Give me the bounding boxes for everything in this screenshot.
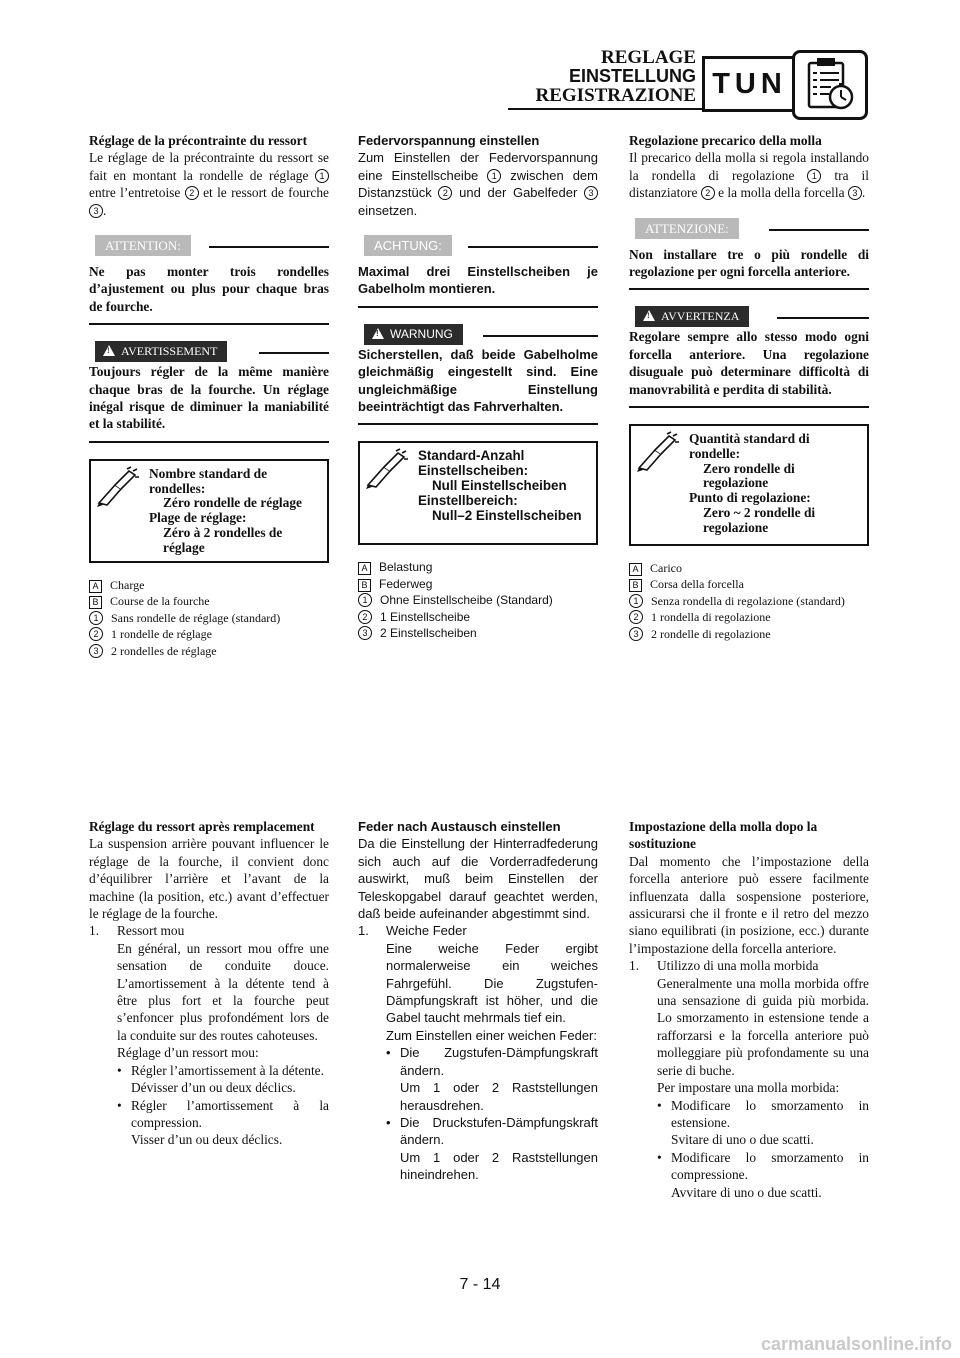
french-lower-section — [89, 818, 329, 1149]
bullet-item — [358, 1044, 598, 1114]
bullet-item — [358, 1114, 598, 1184]
french-warning-text: Toujours régler de la même manière chaque bras de la fourche. Un réglage inégal risque de diminuer la maniabilité et la stabilité. — [89, 364, 329, 432]
italian-warning-text: Regolare sempre allo stesso modo ogni forcella anteriore. Una regolazione disuguale può determinare difficoltà di manovrabilità e perdita di stabilità. — [629, 329, 869, 397]
marker-1: 1 — [629, 594, 643, 608]
spec-line: Zéro rondelle de réglage — [163, 495, 302, 511]
italian-attention — [629, 216, 869, 240]
legend-text: 1 rondella di regolazione — [651, 610, 771, 625]
french-column — [89, 132, 329, 659]
list-number: 1. — [629, 958, 640, 974]
bullet: • — [386, 1114, 391, 1130]
bullet-text — [400, 1114, 598, 1184]
rule — [358, 423, 598, 425]
legend-text: Charge — [110, 577, 145, 592]
german-item-how: Zum Einstellen einer weichen Feder: — [386, 1027, 597, 1043]
german-attention-text: Maximal drei Einstellscheiben je Gabelholm montieren. — [358, 264, 598, 297]
italian-intro-b: tra il distanziatore — [629, 167, 869, 201]
watermark: carmanualsonline.info — [760, 1334, 952, 1354]
rule — [89, 441, 329, 443]
italian-legend — [629, 560, 869, 642]
legend-text: Course de la fourche — [110, 594, 210, 609]
german-lower-intro: Da die Einstellung der Hinterradfederung sich auch auf die Vorderradfederung auswirkt, muß beim Einstellen der Teleskopgabel darauf geachtet werden, daß beide aufeinander abgestimmt sind. — [358, 836, 598, 922]
legend-text: Federweg — [379, 576, 433, 591]
italian-item-how: Per impostare una molla morbida: — [657, 1080, 840, 1096]
legend-text: Corsa della forcella — [650, 577, 744, 592]
french-intro-a: Le réglage de la précontrainte du ressort se fait en montant la rondelle de réglage — [89, 150, 329, 183]
rule — [89, 323, 329, 325]
list-number: 1. — [358, 923, 369, 939]
legend-item — [358, 559, 598, 575]
bullet-item — [629, 1097, 869, 1149]
marker-1: 1 — [89, 611, 103, 625]
bullet-main: Die Zugstufen-Dämpfungskraft ändern. — [400, 1045, 598, 1078]
marker-a: A — [89, 580, 102, 593]
title-italian: REGISTRAZIONE — [535, 85, 696, 106]
spec-line: Null Einstellscheiben — [432, 478, 567, 494]
pen-hand-icon — [95, 465, 143, 509]
german-warning-text: Sicherstellen, daß beide Gabelholme gleichmäßig eingestellt sind. Eine ungleichmäßige Einstellung beeinträchtigt das Fahrverhalten. — [358, 346, 598, 415]
warning-triangle-icon — [103, 345, 115, 356]
rule — [629, 406, 869, 408]
french-attention-text: Ne pas monter trois rondelles d’ajustement ou plus pour chaque bras de fourche. — [89, 264, 329, 314]
french-spec-box — [89, 459, 329, 563]
marker-3: 3 — [358, 626, 372, 640]
german-spec-box — [358, 441, 598, 545]
spec-line: Zero rondelle di regolazione — [703, 460, 795, 491]
spec-line: Einstellbereich: — [418, 492, 518, 508]
marker-3: 3 — [629, 627, 643, 641]
legend-item — [629, 576, 869, 592]
page-number: 7 - 14 — [459, 1276, 501, 1293]
legend-text: Senza rondella di regolazione (standard) — [651, 593, 845, 608]
legend-item — [89, 626, 329, 642]
marker-2: 2 — [358, 610, 372, 624]
marker-a: A — [358, 562, 371, 575]
legend-text: 1 rondelle de réglage — [111, 627, 212, 642]
bullet-text — [400, 1044, 598, 1114]
italian-intro-a: Il precarico della molla si regola installando la rondella di regolazione — [629, 150, 869, 183]
legend-item — [629, 626, 869, 642]
attention-label: ATTENTION: — [95, 235, 191, 256]
bullet: • — [117, 1097, 122, 1113]
marker-2: 2 — [701, 186, 715, 200]
italian-item-text: Generalmente una molla morbida offre una sensazione di guida più morbida. Lo smorzamento in estensione tende a rafforzarsi e la forcella anteriore può molleggiare più profondamente su una serie di buche. — [657, 975, 869, 1078]
header-titles — [536, 48, 697, 105]
list-title: Ressort mou — [117, 923, 185, 939]
warning-label: AVVERTENZA — [661, 309, 740, 324]
rule — [629, 288, 869, 290]
marker-3: 3 — [89, 204, 103, 218]
german-intro — [358, 149, 598, 219]
bullet-main: Die Druckstufen-Dämpfungskraft ändern. — [400, 1114, 598, 1148]
legend-text: 2 rondelles de réglage — [111, 643, 217, 658]
rule — [358, 306, 598, 308]
bullet-item — [89, 1062, 329, 1097]
italian-warning — [629, 304, 869, 328]
marker-b: B — [358, 579, 371, 592]
german-attention — [358, 233, 598, 257]
german-intro-c: und der Gabelfeder — [459, 185, 578, 201]
list-item — [89, 922, 329, 939]
bullet-sub: Dévisser d’un ou deux déclics. — [131, 1080, 296, 1096]
legend-item — [629, 560, 869, 576]
legend-text: 2 Einstellscheiben — [380, 626, 477, 641]
notice-rule — [468, 246, 598, 248]
german-heading: Federvorspannung einstellen — [358, 133, 540, 148]
italian-heading: Regolazione precarico della molla — [629, 133, 822, 148]
bullet-text — [131, 1097, 329, 1149]
italian-lower-intro: Dal momento che l’impostazione della forcella anteriore può essere facilmente influenzata dalla sospensione posteriore, assicurarsi che il fronte e il retro del mezzo siano equilibrati (in posizione, ecc.) durante l’impostazione della forcella anteriore. — [629, 853, 869, 956]
german-lower-heading: Feder nach Austausch einstellen — [358, 819, 561, 834]
french-intro-d: . — [103, 202, 107, 218]
list-number: 1. — [89, 923, 100, 939]
german-intro-d: einsetzen. — [358, 202, 418, 218]
attention-label: ATTENZIONE: — [635, 218, 739, 239]
warning-label: AVERTISSEMENT — [121, 344, 218, 359]
notice-rule — [259, 352, 329, 354]
bullet-text — [671, 1149, 869, 1201]
bullet: • — [117, 1062, 122, 1078]
spec-line: Nombre standard de rondelles: — [149, 465, 268, 496]
marker-1: 1 — [315, 169, 329, 183]
bullet-sub: Svitare di uno o due scatti. — [671, 1132, 814, 1148]
german-intro-a: Zum Einstellen der Federvorspannung eine Einstellscheibe — [358, 150, 598, 183]
french-item-text: En général, un ressort mou offre une sensation de conduite douce. L’amortissement à la détente tend à être plus fort et la fourche peut s’enfoncer plus profondément lors de la conduite sur des routes cahoteuses. — [117, 940, 329, 1043]
german-column — [358, 132, 598, 642]
marker-2: 2 — [89, 627, 103, 641]
italian-spec-text — [689, 432, 861, 536]
legend-item — [629, 593, 869, 609]
marker-b: B — [89, 596, 102, 609]
bullet-text — [671, 1097, 869, 1149]
french-heading: Réglage de la précontrainte du ressort — [89, 133, 308, 148]
bullet: • — [386, 1045, 391, 1061]
warning-label: WARNUNG — [390, 326, 453, 341]
german-legend — [358, 559, 598, 641]
marker-3: 3 — [89, 644, 103, 658]
bullet-sub: Avvitare di uno o due scatti. — [671, 1184, 822, 1200]
notice-rule — [777, 317, 869, 319]
legend-item — [358, 625, 598, 641]
spec-line: Plage de réglage: — [149, 510, 247, 526]
legend-text: Belastung — [379, 560, 433, 575]
legend-text: Carico — [650, 561, 682, 576]
marker-a: A — [629, 563, 642, 576]
bullet-sub: Um 1 oder 2 Raststellungen hineindrehen. — [400, 1149, 598, 1183]
marker-1: 1 — [358, 593, 372, 607]
bullet-sub: Um 1 oder 2 Raststellungen herausdrehen. — [400, 1080, 598, 1113]
french-spec-text — [149, 467, 321, 556]
bullet-text — [131, 1062, 329, 1097]
warning-label-box — [95, 341, 227, 362]
legend-item — [89, 593, 329, 609]
notice-rule — [769, 229, 869, 231]
legend-item — [358, 592, 598, 608]
bullet: • — [657, 1097, 662, 1113]
spec-line: Punto di regolazione: — [689, 490, 811, 506]
list-item — [629, 957, 869, 974]
spec-line: Quantità standard di rondelle: — [689, 431, 810, 461]
title-german: EINSTELLUNG — [568, 66, 696, 86]
legend-text: Ohne Einstellscheibe (Standard) — [380, 593, 553, 608]
italian-intro-d: . — [861, 185, 866, 201]
marker-2: 2 — [185, 186, 199, 200]
french-intro — [89, 149, 329, 219]
french-warning — [89, 339, 329, 363]
legend-item — [358, 576, 598, 592]
legend-item — [89, 643, 329, 659]
legend-item — [358, 609, 598, 625]
notice-rule — [483, 335, 598, 337]
attention-label: ACHTUNG: — [364, 235, 452, 256]
bullet: • — [657, 1149, 662, 1165]
marker-b: B — [629, 579, 642, 592]
warning-triangle-icon — [372, 328, 384, 339]
bullet-sub: Visser d’un ou deux déclics. — [131, 1132, 283, 1148]
legend-item — [89, 610, 329, 626]
bullet-main: Régler l’amortissement à la détente. — [131, 1062, 324, 1078]
spec-line: Zero ~ 2 rondelle di regolazione — [703, 505, 816, 535]
bullet-item — [89, 1097, 329, 1149]
french-intro-c: et le ressort de fourche — [203, 185, 330, 201]
spec-line: Zéro à 2 rondelles de réglage — [163, 525, 283, 555]
bullet-item — [629, 1149, 869, 1201]
notice-rule — [209, 246, 329, 248]
clipboard-stopwatch-icon — [792, 50, 868, 120]
list-item — [358, 922, 598, 939]
german-warning — [358, 322, 598, 346]
legend-text: Sans rondelle de réglage (standard) — [111, 610, 281, 625]
bullet-main: Régler l’amortissement à la compression. — [131, 1097, 329, 1130]
marker-2: 2 — [629, 610, 643, 624]
french-attention — [89, 233, 329, 257]
german-intro-b: zwischen dem Distanzstück — [358, 167, 598, 201]
german-lower-section — [358, 818, 598, 1184]
title-french: REGLAGE — [600, 47, 696, 68]
italian-intro-c: e la molla della forcella — [718, 185, 845, 201]
pen-hand-icon — [635, 430, 683, 474]
italian-intro — [629, 149, 869, 201]
french-legend — [89, 577, 329, 659]
warning-label-box — [635, 306, 749, 327]
list-title: Utilizzo di una molla morbida — [657, 958, 819, 974]
marker-1: 1 — [807, 169, 821, 183]
marker-2: 2 — [438, 186, 452, 200]
spec-line: Standard-Anzahl Einstellscheiben: — [418, 448, 529, 479]
section-code: TUN — [702, 56, 794, 112]
pen-hand-icon — [364, 447, 412, 491]
marker-1: 1 — [487, 169, 501, 183]
italian-lower-section — [629, 818, 869, 1201]
list-title: Weiche Feder — [386, 923, 467, 939]
legend-item — [89, 577, 329, 593]
legend-text: 2 rondelle di regolazione — [651, 626, 771, 641]
warning-triangle-icon — [643, 310, 655, 321]
italian-attention-text: Non installare tre o più rondelle di regolazione per ogni forcella anteriore. — [629, 246, 869, 280]
german-item-text: Eine weiche Feder ergibt normalerweise ein weiches Fahrgefühl. Die Zugstufen-Dämpfungskraft ist höher, und die Gabel taucht mehrmals tief ein. — [386, 940, 598, 1026]
legend-text: 1 Einstellscheibe — [380, 609, 471, 624]
german-spec-text — [418, 449, 590, 523]
italian-lower-heading: Impostazione della molla dopo la sostituzione — [629, 819, 818, 852]
french-lower-intro: La suspension arrière pouvant influencer le réglage de la fourche, il convient donc d’équilibrer l’arrière et l’avant de la machine (la position, etc.) avant d’effectuer le réglage de la fourche. — [89, 836, 329, 922]
spec-line: Null–2 Einstellscheiben — [432, 507, 582, 523]
legend-item — [629, 609, 869, 625]
italian-column — [629, 132, 869, 642]
warning-label-box — [364, 324, 463, 345]
french-item-how: Réglage d’un ressort mou: — [117, 1045, 259, 1061]
bullet-main: Modificare lo smorzamento in compressione. — [671, 1149, 869, 1183]
marker-3: 3 — [584, 186, 598, 200]
italian-spec-box — [629, 424, 869, 546]
marker-3: 3 — [848, 186, 862, 200]
french-lower-heading: Réglage du ressort après remplacement — [89, 819, 315, 834]
french-intro-b: entre l’entretoise — [89, 185, 181, 201]
bullet-main: Modificare lo smorzamento in estensione. — [671, 1097, 869, 1130]
